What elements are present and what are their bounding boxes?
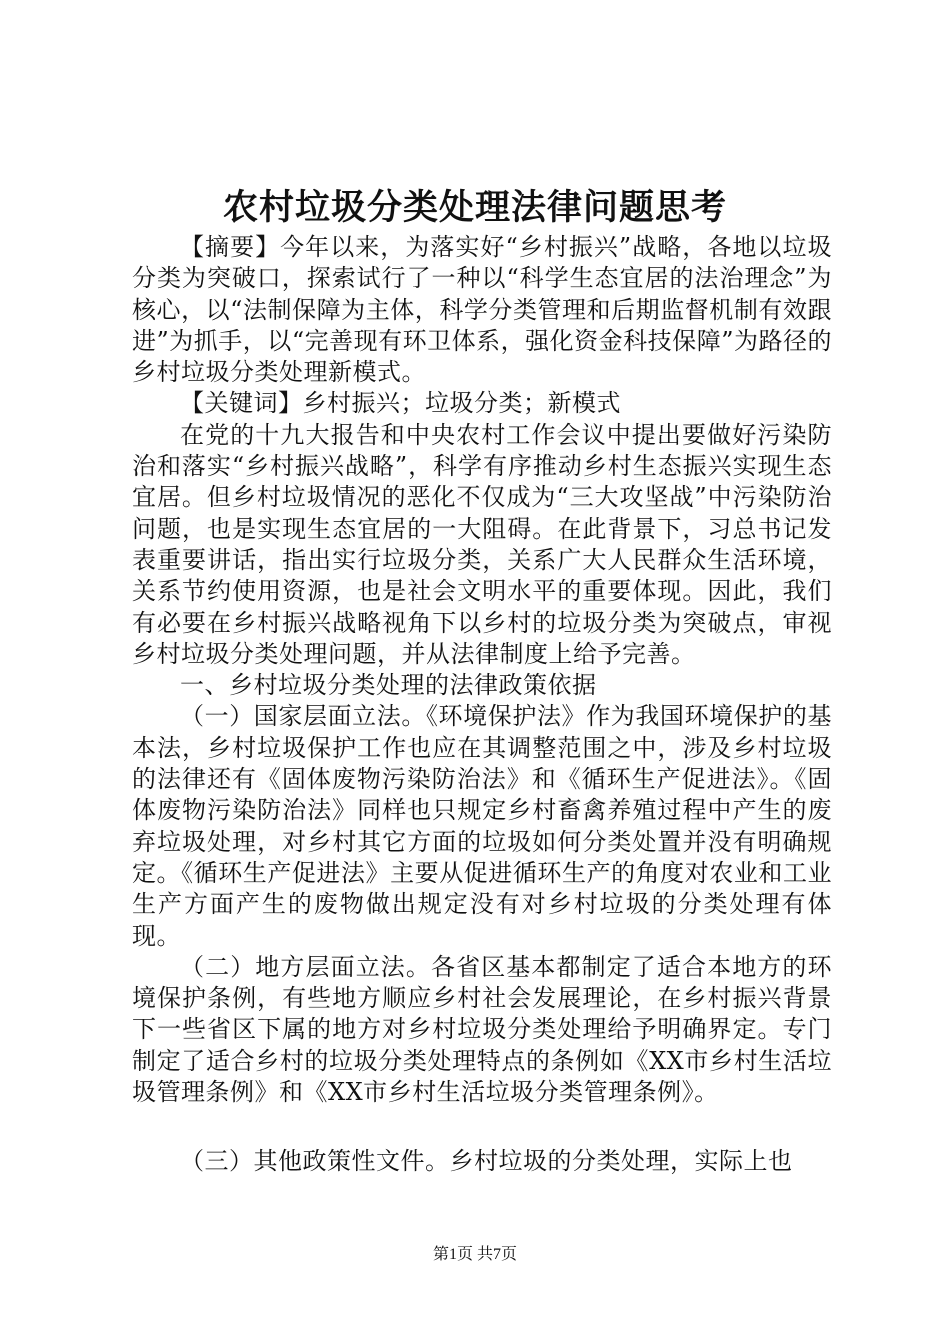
page-number-footer: 第1页 共7页: [432, 1246, 517, 1263]
paragraph-gap: [132, 1108, 832, 1146]
document-title: 农村垃圾分类处理法律问题思考: [222, 187, 727, 228]
section-heading: 一、乡村垃圾分类处理的法律政策依据: [180, 671, 597, 700]
local-legislation-paragraph: （二）地方层面立法。各省区基本都制定了适合本地方的环境保护条例，有些地方顺应乡村社会发展理论，在乡村振兴背景下一些省区下属的地方对乡村垃圾分类处理给予明确界定。专门制定了适合乡村的垃圾分类处理特点的条例如《XX市乡村生活垃圾管理条例》和《XX市乡村生活垃圾分类管理条例》。: [132, 952, 832, 1107]
document-body: [132, 232, 832, 1178]
abstract-paragraph: 【摘要】今年以来，为落实好“乡村振兴”战略，各地以垃圾分类为突破口，探索试行了一种以“科学生态宜居的法治理念”为核心，以“法制保障为主体，科学分类管理和后期监督机制有效跟进”为抓手，以“完善现有环卫体系，强化资金科技保障”为路径的乡村垃圾分类处理新模式。: [132, 233, 832, 387]
keywords-paragraph: 【关键词】乡村振兴；垃圾分类；新模式: [180, 389, 621, 418]
national-legislation-paragraph: （一）国家层面立法。《环境保护法》作为我国环境保护的基本法，乡村垃圾保护工作也应在其调整范围之中，涉及乡村垃圾的法律还有《固体废物污染防治法》和《循环生产促进法》。《固体废物污染防治法》同样也只规定乡村畜禽养殖过程中产生的废弃垃圾处理，对乡村其它方面的垃圾如何分类处置并没有明确规定。《循环生产促进法》主要从促进循环生产的角度对农业和工业生产方面产生的废物做出规定没有对乡村垃圾的分类处理有体现。: [132, 702, 832, 950]
intro-paragraph: 在党的十九大报告和中央农村工作会议中提出要做好污染防治和落实“乡村振兴战略”，科学有序推动乡村生态振兴实现生态宜居。但乡村垃圾情况的恶化不仅成为“三大攻坚战”中污染防治问题，也是实现生态宜居的一大阻碍。在此背景下，习总书记发表重要讲话，指出实行垃圾分类，关系广大人民群众生活环境，关系节约使用资源，也是社会文明水平的重要体现。因此，我们有必要在乡村振兴战略视角下以乡村的垃圾分类为突破点，审视乡村垃圾分类处理问题，并从法律制度上给予完善。: [132, 420, 832, 668]
policy-documents-paragraph: （三）其他政策性文件。乡村垃圾的分类处理，实际上也: [180, 1147, 793, 1176]
